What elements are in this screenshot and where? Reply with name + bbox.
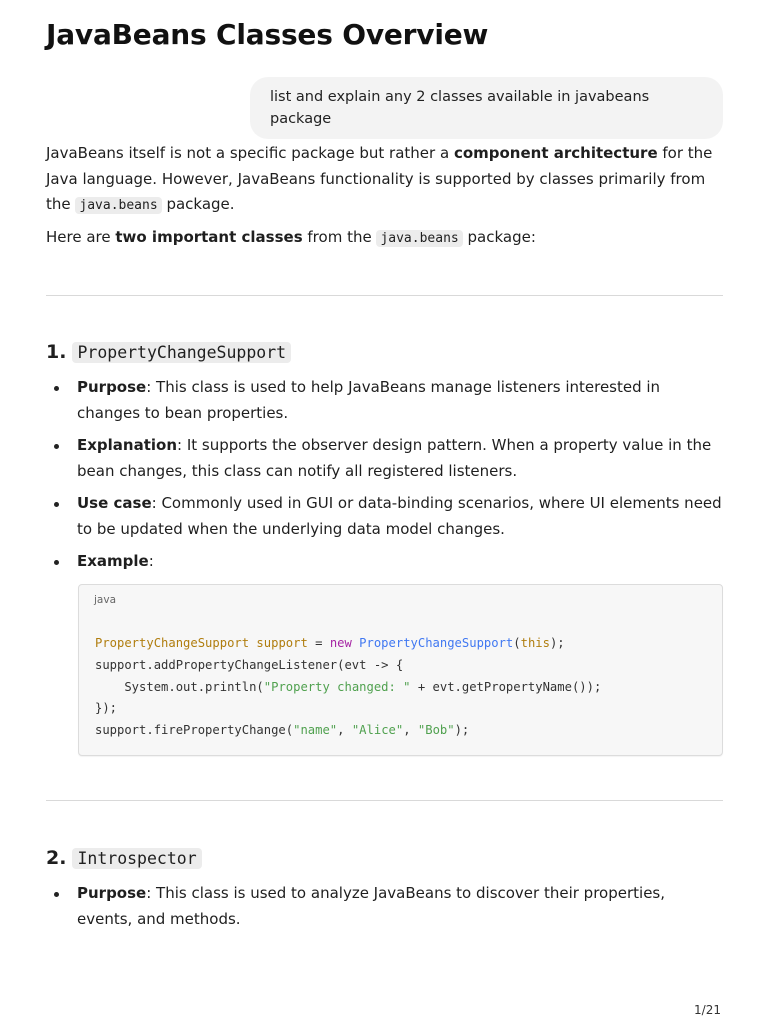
intro-text: JavaBeans itself is not a specific package but rather a [46,144,454,162]
list-item [46,549,723,575]
list-item [46,881,723,932]
lead-bold: two important classes [115,228,303,246]
bullet-icon [54,892,59,897]
code-block[interactable] [78,584,723,756]
bullet-icon [54,560,59,565]
code-content[interactable]: PropertyChangeSupport support = new PropertyChangeSupport(this); support.addPropertyChangeListener(evt -> { System.out.println("Property changed: " + evt.getPropertyName()); }); support.firePropertyChange("name", "Alice", "Bob"); [95,636,602,738]
section-number: 2. [46,847,67,869]
page-number: 1/21 [694,1003,721,1017]
bullet-label: Purpose [77,378,147,396]
intro-text: package. [161,195,235,213]
bullet-label: Example [77,552,149,570]
bullet-text: : This class is used to analyze JavaBeans to discover their properties, events, and methods. [77,884,666,928]
list-item [46,491,723,542]
inline-code: java.beans [376,230,462,247]
list-item [46,375,723,426]
bullet-text: : This class is used to help JavaBeans manage listeners interested in changes to bean properties. [77,378,661,422]
lead-text: Here are [46,228,116,246]
page-title: JavaBeans Classes Overview [46,18,489,51]
bullet-icon [54,386,59,391]
section-1-bullets [46,375,723,582]
section-heading-1 [46,341,291,363]
bullet-icon [54,502,59,507]
section-class-name: Introspector [72,848,201,869]
divider [46,295,723,296]
bullet-icon [54,444,59,449]
section-number: 1. [46,341,67,363]
bullet-label: Purpose [77,884,147,902]
bullet-label: Use case [77,494,152,512]
bullet-label: Explanation [77,436,178,454]
user-message-bubble: list and explain any 2 classes available in javabeans package [250,77,723,139]
inline-code: java.beans [75,197,161,214]
intro-text: for the Java language. However, JavaBeans functionality is supported by classes primarily from the [46,144,713,213]
section-heading-2 [46,847,202,869]
section-2-bullets [46,881,723,939]
bullet-text: : [148,552,154,570]
lead-text: from the [302,228,377,246]
code-language-label: java [94,594,116,606]
lead-text: package: [462,228,536,246]
lead-paragraph [46,225,723,252]
bullet-text: : It supports the observer design pattern. When a property value in the bean changes, this class can notify all registered listeners. [77,436,712,480]
bullet-text: : Commonly used in GUI or data-binding scenarios, where UI elements need to be updated when the underlying data model changes. [77,494,722,538]
intro-bold: component architecture [453,144,658,162]
intro-paragraph [46,141,723,219]
divider [46,800,723,801]
section-class-name: PropertyChangeSupport [72,342,291,363]
list-item [46,433,723,484]
